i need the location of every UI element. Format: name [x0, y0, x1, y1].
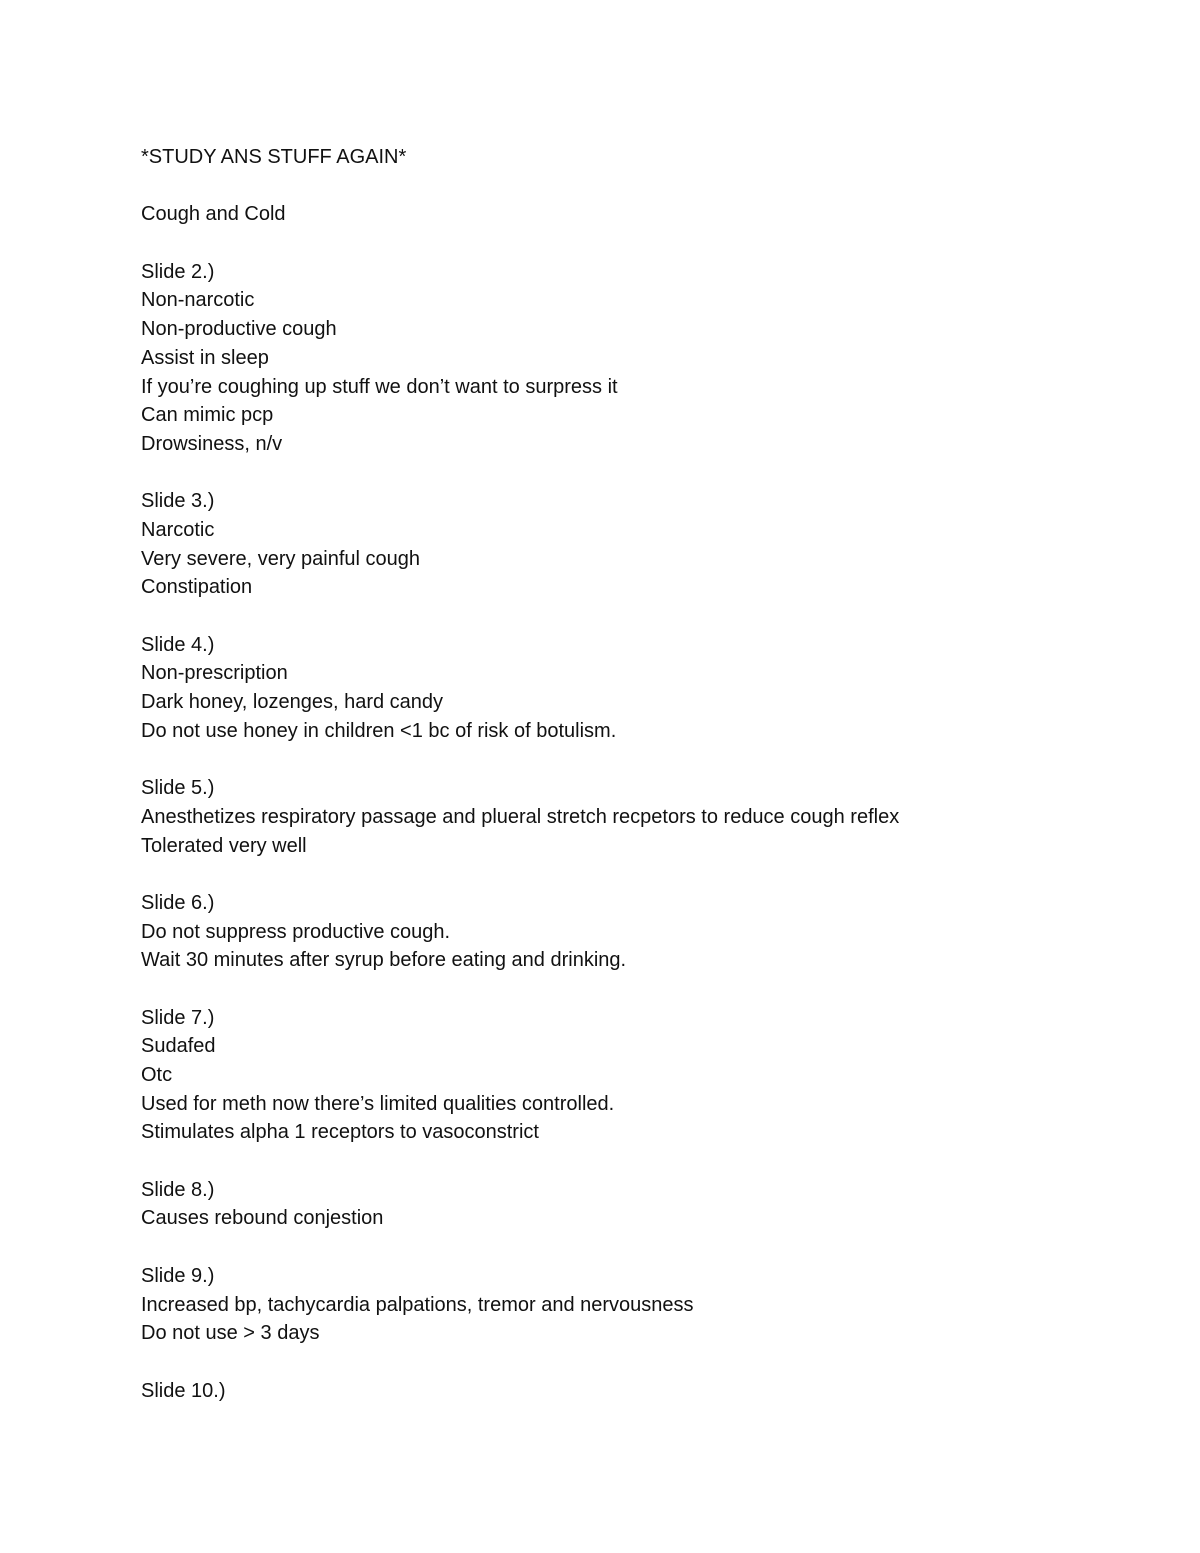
- note-line: Non-productive cough: [141, 318, 337, 341]
- note-line: Anesthetizes respiratory passage and plueral stretch recpetors to reduce cough reflex: [141, 805, 900, 828]
- spacer: [141, 229, 1141, 258]
- document-content: [141, 143, 1141, 1405]
- note-line: Drowsiness, n/v: [141, 432, 283, 455]
- section-heading: Slide 8.): [141, 1178, 215, 1201]
- section-slide-5: [141, 774, 1141, 860]
- note-line: Do not use honey in children <1 bc of risk of botulism.: [141, 719, 617, 742]
- note-line: If you’re coughing up stuff we don’t want to surpress it: [141, 375, 618, 398]
- note-line: Causes rebound conjestion: [141, 1207, 384, 1230]
- note-line: Tolerated very well: [141, 834, 307, 857]
- spacer: [141, 602, 1141, 631]
- document-header: *STUDY ANS STUFF AGAIN*: [141, 146, 407, 168]
- note-line: Wait 30 minutes after syrup before eating and drinking.: [141, 949, 627, 972]
- note-line: Dark honey, lozenges, hard candy: [141, 691, 444, 714]
- section-heading: Slide 4.): [141, 633, 215, 656]
- section-heading: Slide 10.): [141, 1379, 226, 1402]
- section-heading: Slide 7.): [141, 1006, 215, 1029]
- section-slide-2: [141, 258, 1141, 459]
- section-slide-4: [141, 631, 1141, 746]
- note-line: Otc: [141, 1064, 173, 1086]
- section-heading: Slide 3.): [141, 490, 215, 513]
- spacer: [141, 1147, 1141, 1176]
- note-line: Constipation: [141, 576, 253, 599]
- note-line: Non-narcotic: [141, 289, 255, 312]
- spacer: [141, 860, 1141, 889]
- section-slide-7: [141, 1004, 1141, 1147]
- note-line: Stimulates alpha 1 receptors to vasoconstrict: [141, 1121, 539, 1144]
- note-line: Non-prescription: [141, 662, 288, 685]
- section-slide-6: [141, 889, 1141, 975]
- note-line: Very severe, very painful cough: [141, 547, 421, 570]
- spacer: [141, 172, 1141, 201]
- spacer: [141, 745, 1141, 774]
- section-slide-10: [141, 1377, 1141, 1406]
- spacer: [141, 459, 1141, 488]
- section-heading: Slide 5.): [141, 777, 215, 800]
- document-title: Cough and Cold: [141, 203, 286, 226]
- note-line: Used for meth now there’s limited qualities controlled.: [141, 1092, 615, 1115]
- spacer: [141, 1233, 1141, 1262]
- note-line: Do not suppress productive cough.: [141, 920, 451, 943]
- section-slide-3: [141, 487, 1141, 602]
- note-line: Narcotic: [141, 518, 215, 541]
- section-slide-9: [141, 1262, 1141, 1348]
- note-line: Do not use > 3 days: [141, 1322, 320, 1345]
- section-slide-8: [141, 1176, 1141, 1233]
- section-heading: Slide 9.): [141, 1264, 215, 1287]
- note-line: Sudafed: [141, 1035, 216, 1058]
- note-line: Can mimic pcp: [141, 404, 274, 427]
- section-heading: Slide 6.): [141, 891, 215, 914]
- note-line: Increased bp, tachycardia palpations, tremor and nervousness: [141, 1293, 694, 1316]
- note-line: Assist in sleep: [141, 346, 269, 369]
- spacer: [141, 975, 1141, 1004]
- section-heading: Slide 2.): [141, 260, 215, 283]
- spacer: [141, 1348, 1141, 1377]
